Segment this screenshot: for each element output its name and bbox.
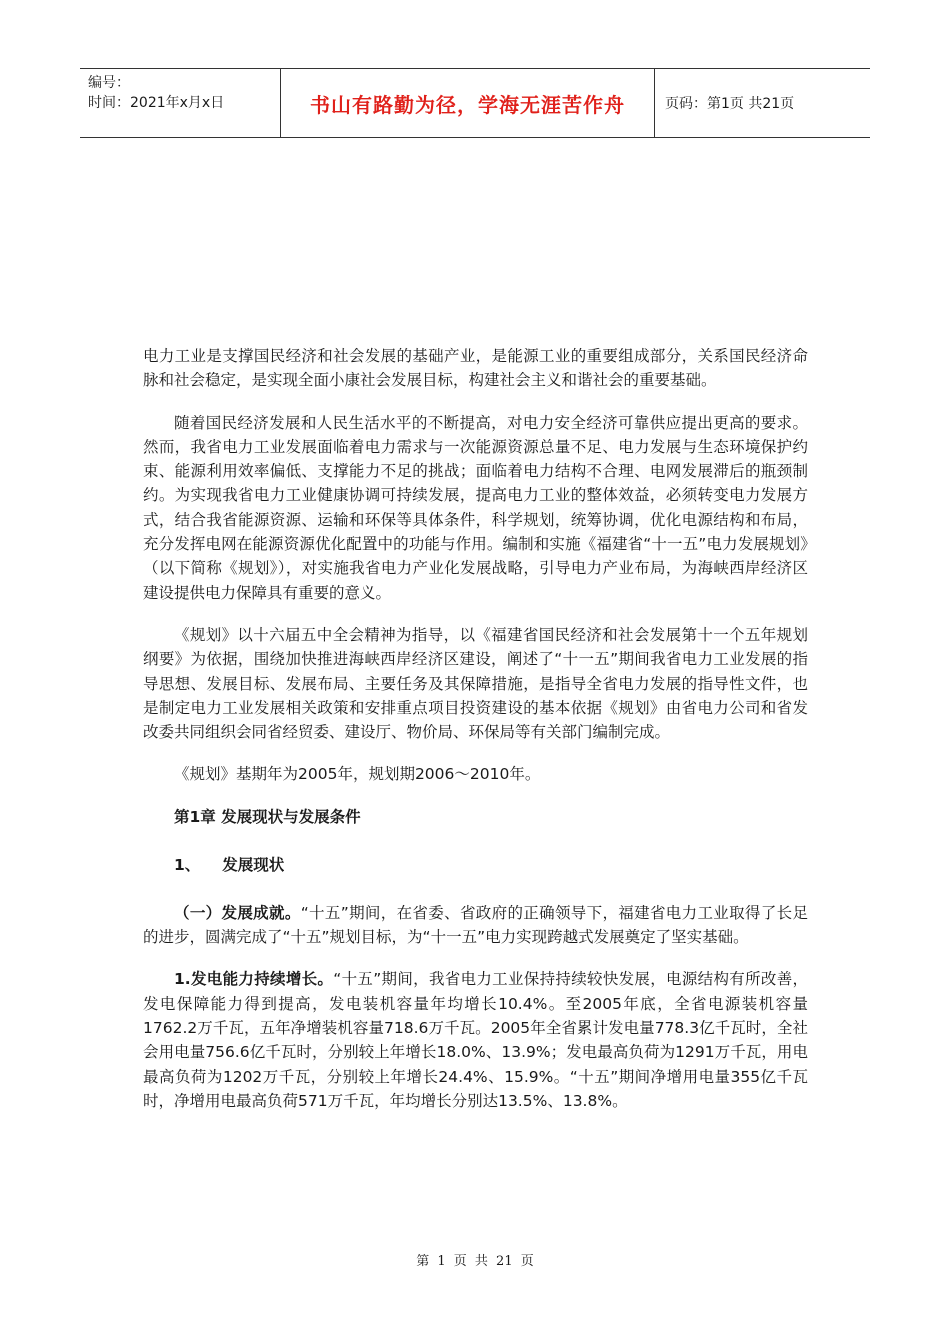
section-heading [143, 853, 808, 877]
page-info: 页码：第1页 共21页 [665, 96, 795, 112]
document-header [80, 68, 870, 138]
achievements-lead: （一）发展成就。 [174, 903, 301, 922]
section-title: 发展现状 [222, 855, 285, 874]
document-body [143, 344, 808, 1131]
motto: 书山有路勤为径，学海无涯苦作舟 [280, 69, 655, 137]
paragraph-achievements [143, 901, 808, 950]
achievements-text: “十五”期间，在省委、省政府的正确领导下，福建省电力工业取得了长足的进步，圆满完成了“十五”规划目标，为“十一五”电力实现跨越式发展奠定了坚实基础。 [143, 903, 808, 947]
header-meta [80, 69, 280, 137]
generation-lead: 1.发电能力持续增长。 [174, 970, 334, 989]
paragraph-plan-period: 《规划》基期年为2005年，规划期2006～2010年。 [174, 765, 541, 784]
chapter-heading: 第1章 发展现状与发展条件 [174, 807, 361, 826]
generation-text: “十五”期间，我省电力工业保持持续较快发展，电源结构有所改善，发电保障能力得到提高，发电装机容量年均增长10.4%。至2005年底，全省电源装机容量1762.2万千瓦，五年净增装机容量718.6万千瓦。2005年全省累计发电量778.3亿千瓦时，全社会用电量756.6亿千瓦时，分别较上年增长18.0%、13.9%；发电最高负荷为1291万千瓦，用电最高负荷为1202万千瓦，分别较上年增长24.4%、15.9%。“十五”期间净增用电量355亿千瓦时，净增用电最高负荷571万千瓦，年均增长分别达13.5%、13.8%。 [143, 970, 808, 1110]
paragraph-generation-capacity [143, 967, 808, 1113]
paragraph-intro: 电力工业是支撑国民经济和社会发展的基础产业，是能源工业的重要组成部分，关系国民经济命脉和社会稳定，是实现全面小康社会发展目标，构建社会主义和谐社会的重要基础。 [143, 347, 808, 390]
paragraph-background: 随着国民经济发展和人民生活水平的不断提高，对电力安全经济可靠供应提出更高的要求。然而，我省电力工业发展面临着电力需求与一次能源资源总量不足、电力发展与生态环境保护约束、能源利用效率偏低、支撑能力不足的挑战；面临着电力结构不合理、电网发展滞后的瓶颈制约。为实现我省电力工业健康协调可持续发展，提高电力工业的整体效益，必须转变电力发展方式，结合我省能源资源、运输和环保等具体条件，科学规划，统筹协调，优化电源结构和布局，充分发挥电网在能源资源优化配置中的功能与作用。编制和实施《福建省“十一五”电力发展规划》（以下简称《规划》），对实施我省电力产业化发展战略，引导电力产业布局，为海峡西岸经济区建设提供电力保障具有重要的意义。 [143, 413, 808, 602]
section-number: 1、 [174, 855, 201, 874]
paragraph-plan-basis: 《规划》以十六届五中全会精神为指导，以《福建省国民经济和社会发展第十一个五年规划纲要》为依据，围绕加快推进海峡西岸经济区建设，阐述了“十一五”期间我省电力工业发展的指导思想、发展目标、发展布局、主要任务及其保障措施，是指导全省电力发展的指导性文件，也是制定电力工业发展相关政策和安排重点项目投资建设的基本依据《规划》由省电力公司和省发改委共同组织会同省经贸委、建设厅、物价局、环保局等有关部门编制完成。 [143, 625, 808, 742]
page-footer: 第 1 页 共 21 页 [416, 1254, 534, 1269]
code-label: 编号： [88, 75, 130, 91]
date-label: 时间：2021年x月x日 [88, 95, 225, 111]
